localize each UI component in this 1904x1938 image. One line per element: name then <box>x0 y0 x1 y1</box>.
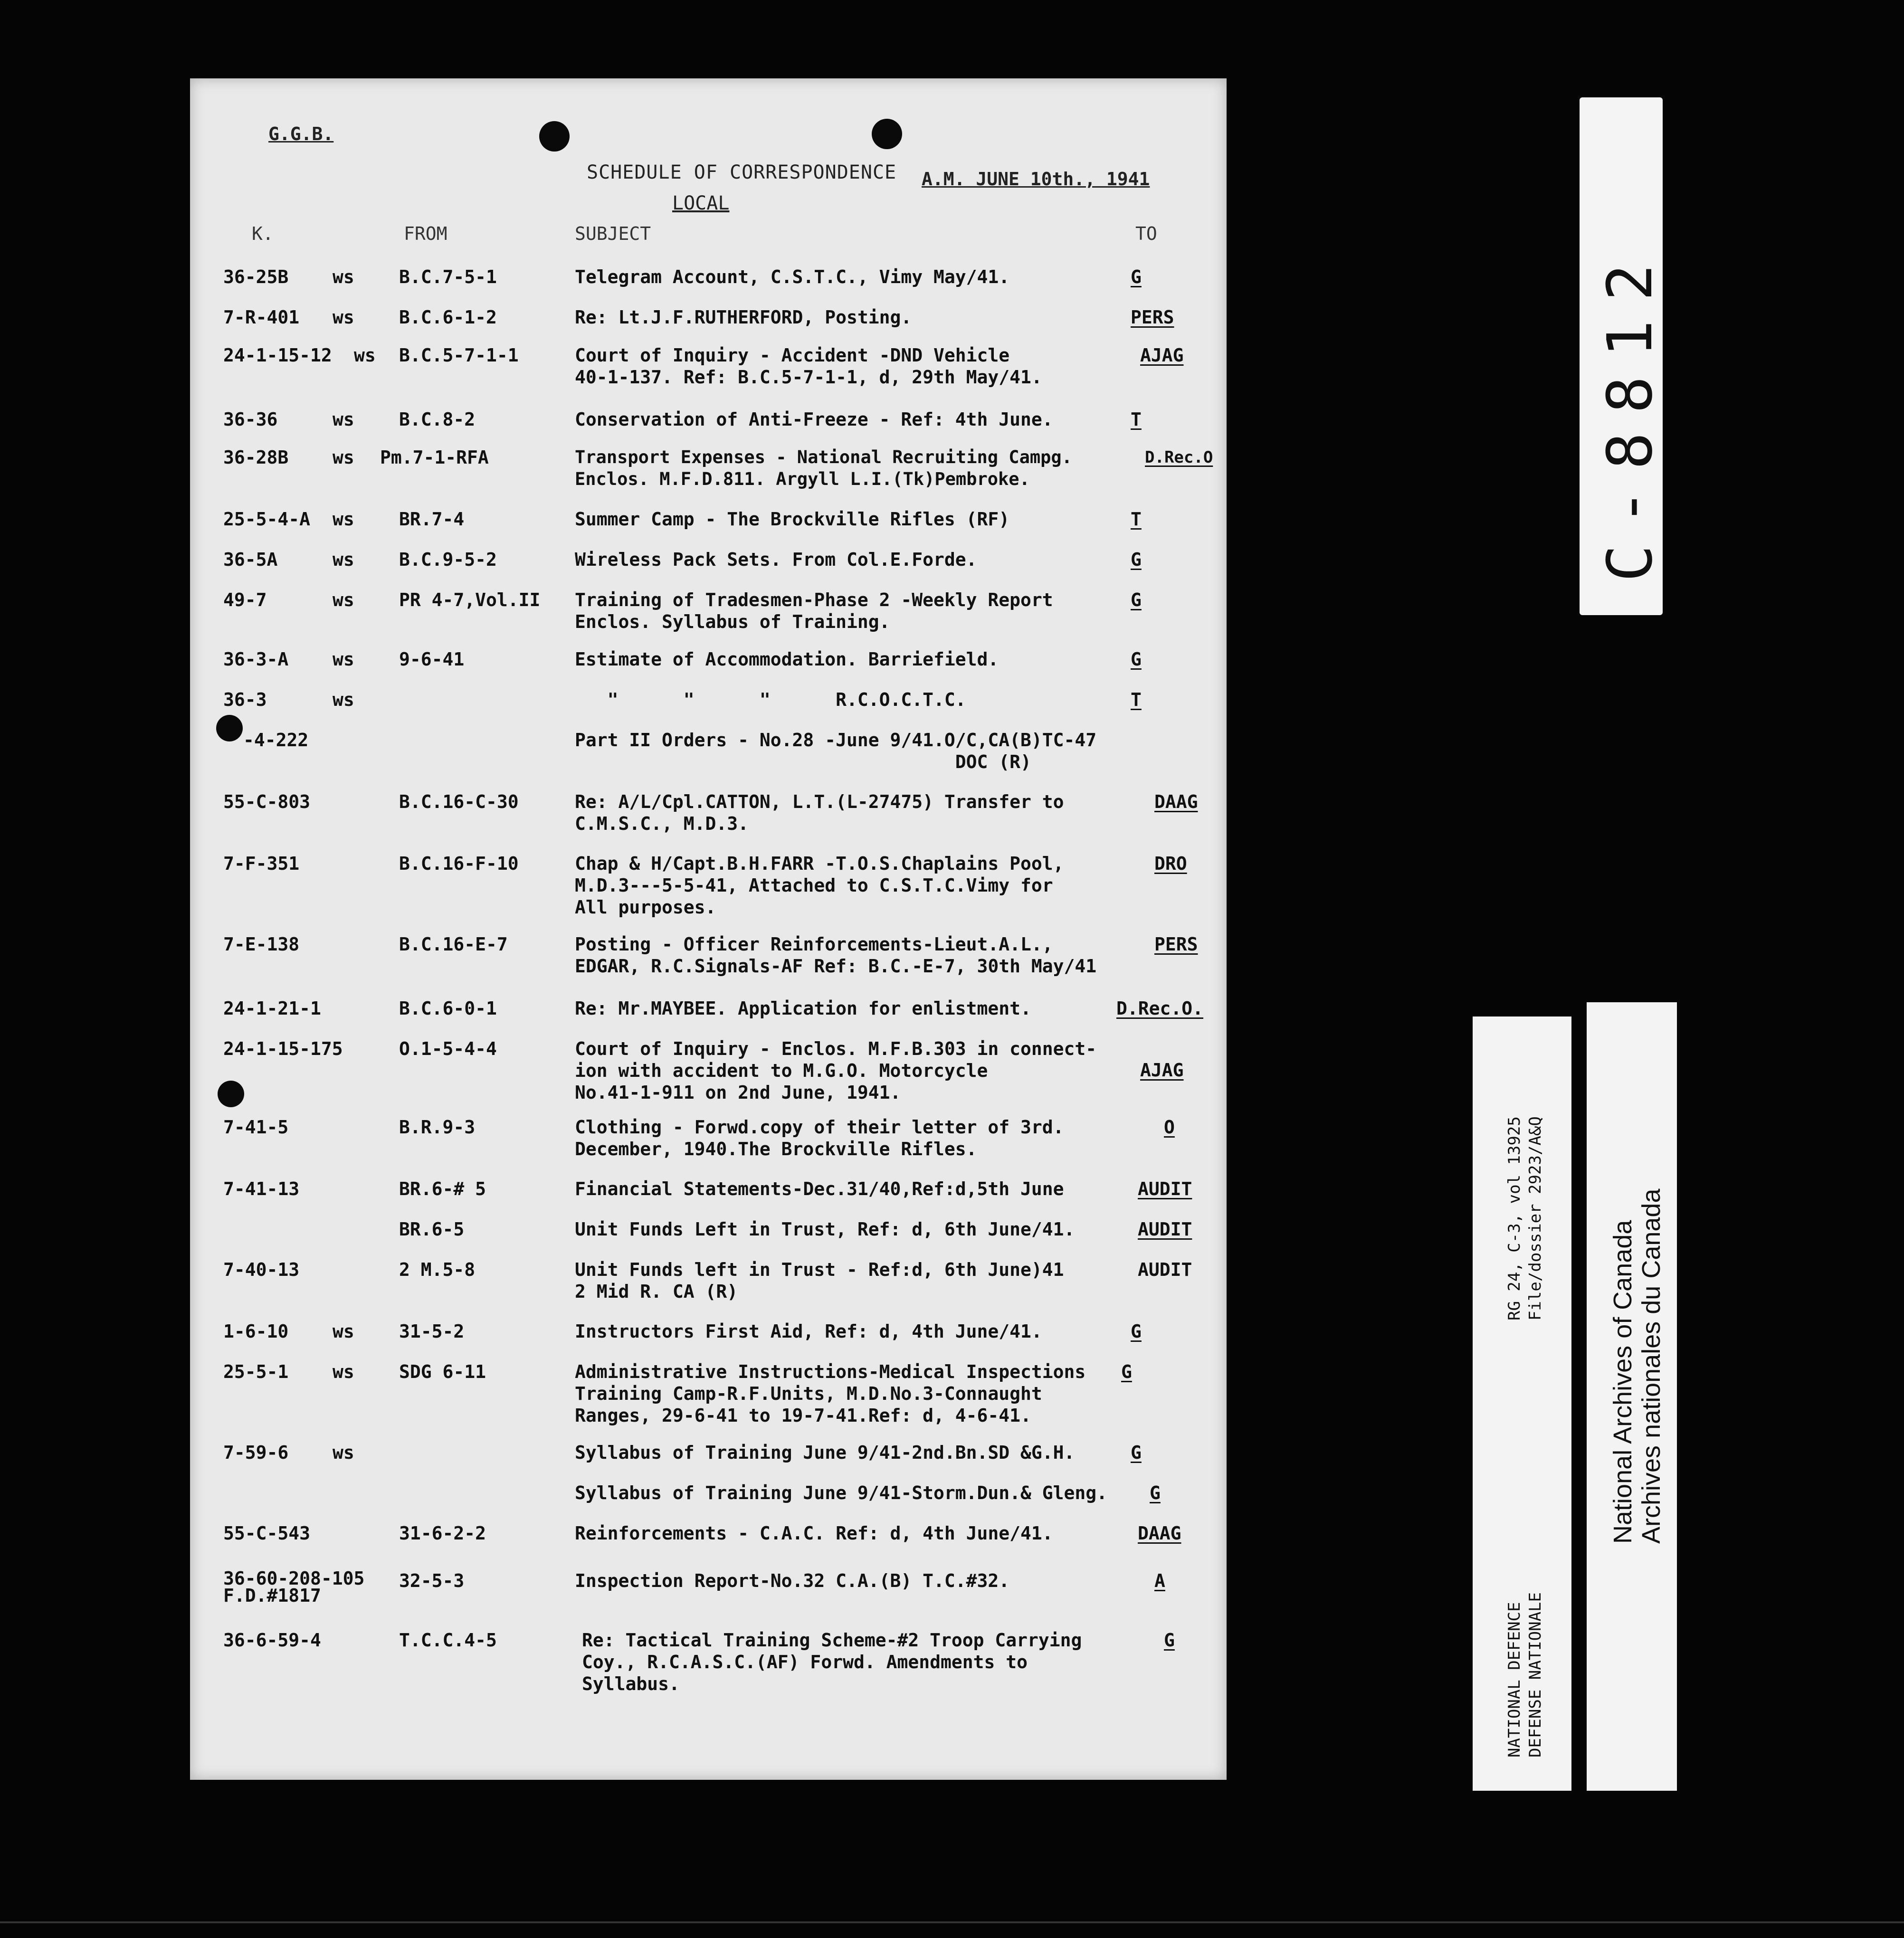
to-branch: G <box>1131 649 1142 670</box>
ws-mark: ws <box>333 1361 354 1382</box>
to-branch: G <box>1164 1630 1175 1651</box>
from-ref: B.C.5-7-1-1 <box>399 345 519 366</box>
file-number: 36-3-A <box>223 649 289 670</box>
file-number: 1-6-10 <box>223 1321 289 1342</box>
to-branch: AUDIT <box>1138 1259 1192 1280</box>
subject: Summer Camp - The Brockville Rifles (RF) <box>575 509 1010 530</box>
to-branch: AUDIT <box>1138 1178 1192 1199</box>
subject: Reinforcements - C.A.C. Ref: d, 4th June/41. <box>575 1523 1053 1544</box>
from-ref: B.C.16-F-10 <box>399 853 519 874</box>
to-branch: AJAG <box>1140 1060 1184 1081</box>
document-title: SCHEDULE OF CORRESPONDENCE <box>587 162 897 183</box>
to-branch: G <box>1131 549 1142 570</box>
subject: Chap & H/Capt.B.H.FARR -T.O.S.Chaplains Pool, M.D.3---5-5-41, Attached to C.S.T.C.Vimy for All purposes. <box>575 853 1064 918</box>
subject: " " " R.C.O.C.T.C. <box>575 689 966 710</box>
from-ref: BR.6-# 5 <box>399 1178 486 1199</box>
to-branch: PERS <box>1154 934 1198 955</box>
film-reel-number-strip <box>1580 97 1666 615</box>
file-number: 36-28B <box>223 447 289 468</box>
ws-mark: ws <box>333 649 354 670</box>
punch-hole <box>539 121 570 152</box>
punch-hole <box>872 119 902 149</box>
to-branch: T <box>1131 689 1142 710</box>
subject: Unit Funds Left in Trust, Ref: d, 6th June/41. <box>575 1219 1075 1240</box>
subject: Financial Statements-Dec.31/40,Ref:d,5th June <box>575 1178 1064 1199</box>
file-number: 25-5-4-A <box>223 509 311 530</box>
from-ref: B.C.6-1-2 <box>399 307 497 328</box>
frame-bottom-rule <box>0 1921 1904 1923</box>
to-branch: AUDIT <box>1138 1219 1192 1240</box>
from-ref: T.C.C.4-5 <box>399 1630 497 1651</box>
to-branch: A <box>1154 1570 1165 1591</box>
from-ref: 31-5-2 <box>399 1321 465 1342</box>
national-archives-label <box>1587 1002 1677 1791</box>
from-ref: PR 4-7,Vol.II <box>399 589 541 610</box>
to-branch: DAAG <box>1154 791 1198 812</box>
ws-mark: ws <box>333 409 354 430</box>
file-number: 24-1-15-12 <box>223 345 332 366</box>
column-header-subject: SUBJECT <box>575 223 651 244</box>
to-branch: T <box>1131 509 1142 530</box>
subject: Wireless Pack Sets. From Col.E.Forde. <box>575 549 977 570</box>
subject: Transport Expenses - National Recruiting Campg. Enclos. M.F.D.811. Argyll L.I.(Tk)Pembroke. <box>575 447 1072 489</box>
subject: Court of Inquiry - Accident -DND Vehicle 40-1-137. Ref: B.C.5-7-1-1, d, 29th May/41. <box>575 345 1042 388</box>
file-number: 36-3 <box>223 689 267 710</box>
from-ref: 32-5-3 <box>399 1570 465 1591</box>
ws-mark: ws <box>333 307 354 328</box>
to-branch: G <box>1131 1321 1142 1342</box>
to-branch: D.Rec.O. <box>1116 998 1204 1019</box>
punch-hole <box>218 1081 244 1107</box>
file-code: G.G.B. <box>268 124 334 144</box>
from-ref: 31-6-2-2 <box>399 1523 486 1544</box>
from-ref: O.1-5-4-4 <box>399 1038 497 1059</box>
column-header-from: FROM <box>404 223 447 244</box>
subject: Part II Orders - No.28 -June 9/41.O/C,CA(B)TC-47 DOC (R) <box>575 730 1097 772</box>
to-branch: DAAG <box>1138 1523 1181 1544</box>
to-branch: AJAG <box>1140 345 1184 366</box>
to-branch: G <box>1121 1361 1132 1382</box>
subject: Re: Lt.J.F.RUTHERFORD, Posting. <box>575 307 912 328</box>
file-number: 36-36 <box>223 409 278 430</box>
from-ref: B.C.6-0-1 <box>399 998 497 1019</box>
subject: Training of Tradesmen-Phase 2 -Weekly Report Enclos. Syllabus of Training. <box>575 589 1053 632</box>
file-number: 7-41-5 <box>223 1117 289 1138</box>
from-ref: 2 M.5-8 <box>399 1259 476 1280</box>
ws-mark: ws <box>333 689 354 710</box>
to-branch: G <box>1150 1482 1161 1503</box>
ws-mark: ws <box>333 589 354 610</box>
from-ref: Pm.7-1-RFA <box>380 447 489 468</box>
punch-hole <box>216 715 243 741</box>
from-ref: B.C.9-5-2 <box>399 549 497 570</box>
to-branch: O <box>1164 1117 1175 1138</box>
subject: Instructors First Aid, Ref: d, 4th June/41. <box>575 1321 1042 1342</box>
to-branch: T <box>1131 409 1142 430</box>
subject: Re: Mr.MAYBEE. Application for enlistment. <box>575 998 1031 1019</box>
archives-name-en: National Archives of Canada <box>1609 1220 1637 1544</box>
from-ref: B.C.16-C-30 <box>399 791 519 812</box>
from-ref: BR.7-4 <box>399 509 465 530</box>
subject: Court of Inquiry - Enclos. M.F.B.303 in connect- ion with accident to M.G.O. Motorcycle No.41-1-911 on 2nd June, 1941. <box>575 1038 1097 1103</box>
subject: Re: Tactical Training Scheme-#2 Troop Carrying Coy., R.C.A.S.C.(AF) Forwd. Amendments to Syllabus. <box>582 1630 1082 1694</box>
ws-mark: ws <box>333 266 354 287</box>
ws-mark: ws <box>333 1321 354 1342</box>
ws-mark: ws <box>333 447 354 468</box>
to-branch: DRO <box>1154 853 1187 874</box>
to-branch: G <box>1131 1442 1142 1463</box>
from-ref: B.C.16-E-7 <box>399 934 508 955</box>
document-subtitle: LOCAL <box>672 192 730 214</box>
subject: Clothing - Forwd.copy of their letter of 3rd. December, 1940.The Brockville Rifles. <box>575 1117 1064 1159</box>
from-ref: B.C.7-5-1 <box>399 266 497 287</box>
file-number: 36-5A <box>223 549 278 570</box>
file-number: 7-41-13 <box>223 1178 300 1199</box>
subject: Conservation of Anti-Freeze - Ref: 4th June. <box>575 409 1053 430</box>
subject: Syllabus of Training June 9/41-2nd.Bn.SD &G.H. <box>575 1442 1075 1463</box>
subject: Estimate of Accommodation. Barriefield. <box>575 649 999 670</box>
from-ref: BR.6-5 <box>399 1219 465 1240</box>
subject: Inspection Report-No.32 C.A.(B) T.C.#32. <box>575 1570 1010 1591</box>
to-branch: PERS <box>1131 307 1174 328</box>
from-ref: SDG 6-11 <box>399 1361 486 1382</box>
file-number: -4-222 <box>243 730 309 750</box>
document-date: A.M. JUNE 10th., 1941 <box>922 169 1150 190</box>
from-ref: B.R.9-3 <box>399 1117 476 1138</box>
to-branch: G <box>1131 589 1142 610</box>
file-number: 7-R-401 <box>223 307 300 328</box>
to-branch: G <box>1131 266 1142 287</box>
ws-mark: ws <box>333 509 354 530</box>
archive-reference: RG 24, C-3, vol 13925 <box>1505 1116 1524 1320</box>
department-en: NATIONAL DEFENCE <box>1505 1602 1524 1758</box>
subject: Syllabus of Training June 9/41-Storm.Dun.& Gleng. <box>575 1482 1108 1503</box>
column-header-to: TO <box>1135 223 1157 244</box>
file-number: 55-C-543 <box>223 1523 311 1544</box>
file-number: 36-25B <box>223 266 289 287</box>
to-branch: D.Rec.O <box>1145 448 1213 467</box>
from-ref: B.C.8-2 <box>399 409 476 430</box>
document-page <box>190 78 1227 1780</box>
file-number: 36-6-59-4 <box>223 1630 321 1651</box>
file-number: 7-F-351 <box>223 853 300 874</box>
subject: Unit Funds left in Trust - Ref:d, 6th June)41 2 Mid R. CA (R) <box>575 1259 1064 1302</box>
department-fr: DEFENSE NATIONALE <box>1526 1592 1545 1758</box>
subject: Re: A/L/Cpl.CATTON, L.T.(L-27475) Transfer to C.M.S.C., M.D.3. <box>575 791 1064 834</box>
subject: Administrative Instructions-Medical Inspections Training Camp-R.F.Units, M.D.No.3-Connaught Ranges, 29-6-41 to 19-7-41.Ref: d, 4-6-41. <box>575 1361 1086 1426</box>
file-number: 55-C-803 <box>223 791 311 812</box>
from-ref: 9-6-41 <box>399 649 465 670</box>
subject: Telegram Account, C.S.T.C., Vimy May/41. <box>575 266 1010 287</box>
column-header-k: K. <box>252 223 274 244</box>
archive-reference-label <box>1473 1016 1571 1791</box>
archives-name-fr: Archives nationales du Canada <box>1637 1188 1666 1544</box>
ws-mark: ws <box>333 549 354 570</box>
reel-number: C-8812 <box>1594 245 1666 582</box>
file-number: 36-60-208-105 F.D.#1817 <box>223 1568 365 1606</box>
archive-file: File/dossier 2923/A&Q <box>1526 1116 1545 1320</box>
ws-mark: ws <box>333 1442 354 1463</box>
file-number: 24-1-21-1 <box>223 998 321 1019</box>
file-number: 24-1-15-175 <box>223 1038 343 1059</box>
file-number: 7-40-13 <box>223 1259 300 1280</box>
ws-mark: ws <box>354 345 376 366</box>
file-number: 7-59-6 <box>223 1442 289 1463</box>
file-number: 25-5-1 <box>223 1361 289 1382</box>
subject: Posting - Officer Reinforcements-Lieut.A.L., EDGAR, R.C.Signals-AF Ref: B.C.-E-7, 30th May/41 <box>575 934 1097 977</box>
file-number: 7-E-138 <box>223 934 300 955</box>
file-number: 49-7 <box>223 589 267 610</box>
